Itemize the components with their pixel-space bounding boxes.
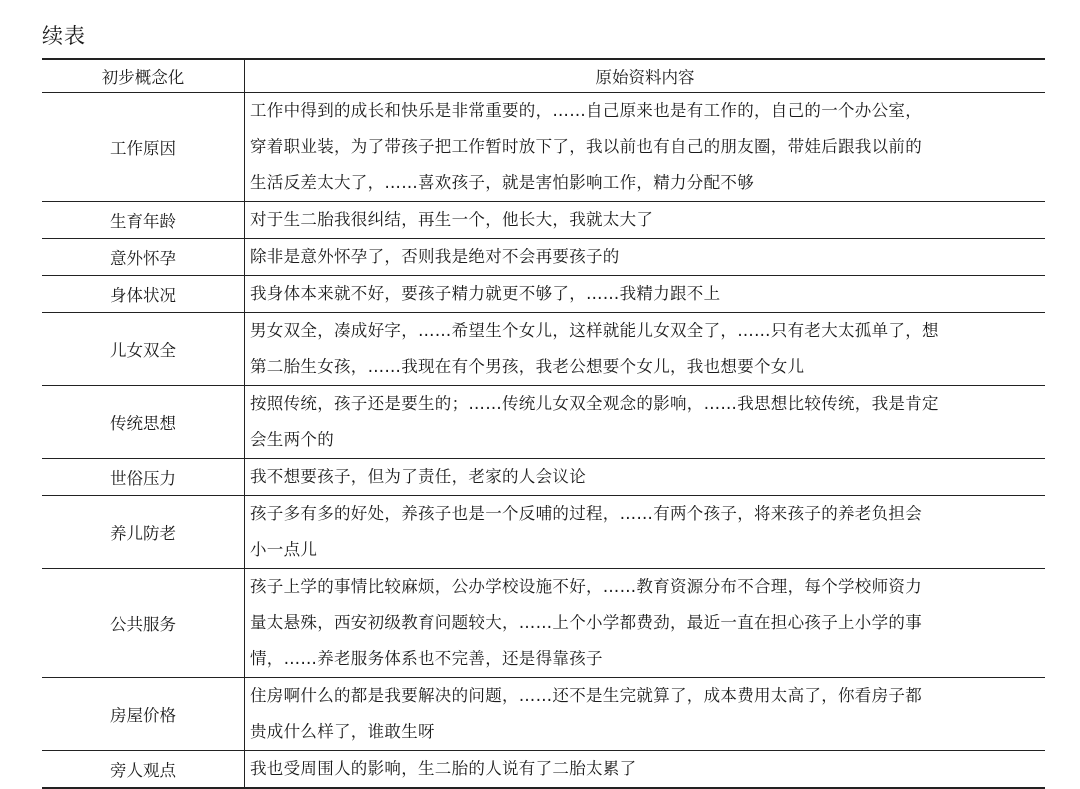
content-cell [245, 93, 1046, 202]
content-line: 男女双全，凑成好字，……希望生个女儿，这样就能儿女双全了，……只有老大太孤单了，想 [250, 321, 939, 340]
concept-cell: 身体状况 [42, 276, 245, 313]
table-row [42, 239, 1045, 276]
content-line: 孩子多有多的好处，养孩子也是一个反哺的过程，……有两个孩子，将来孩子的养老负担会 [250, 504, 922, 523]
content-cell [245, 239, 1046, 276]
content-line: 量太悬殊，西安初级教育问题较大，……上个小学都费劲，最近一直在担心孩子上小学的事 [250, 613, 922, 632]
content-line: 穿着职业装，为了带孩子把工作暂时放下了，我以前也有自己的朋友圈，带娃后跟我以前的 [250, 137, 922, 156]
table-caption: 续表 [42, 24, 86, 48]
content-line: 我身体本来就不好，要孩子精力就更不够了，……我精力跟不上 [250, 284, 721, 303]
content-line: 除非是意外怀孕了，否则我是绝对不会再要孩子的 [250, 247, 620, 266]
content-line: 贵成什么样了，谁敢生呀 [250, 722, 435, 741]
table-row [42, 496, 1045, 569]
concept-cell: 儿女双全 [42, 313, 245, 386]
content-cell [245, 276, 1046, 313]
content-cell [245, 496, 1046, 569]
table-row [42, 751, 1045, 789]
table-header-row [42, 59, 1045, 93]
concept-cell: 世俗压力 [42, 459, 245, 496]
concept-cell: 旁人观点 [42, 751, 245, 789]
concept-cell: 传统思想 [42, 386, 245, 459]
concept-cell: 生育年龄 [42, 202, 245, 239]
content-line: 孩子上学的事情比较麻烦，公办学校设施不好，……教育资源分布不合理，每个学校师资力 [250, 577, 922, 596]
content-cell [245, 751, 1046, 789]
content-line: 生活反差太大了，……喜欢孩子，就是害怕影响工作，精力分配不够 [250, 173, 754, 192]
data-table [42, 58, 1045, 789]
content-cell [245, 569, 1046, 678]
table-row [42, 202, 1045, 239]
table-row [42, 93, 1045, 202]
content-line: 第二胎生女孩，……我现在有个男孩，我老公想要个女儿，我也想要个女儿 [250, 357, 805, 376]
concept-cell: 房屋价格 [42, 678, 245, 751]
table-row [42, 569, 1045, 678]
header-content: 原始资料内容 [245, 59, 1046, 93]
content-line: 住房啊什么的都是我要解决的问题，……还不是生完就算了，成本费用太高了，你看房子都 [250, 686, 922, 705]
table-row [42, 459, 1045, 496]
concept-cell: 公共服务 [42, 569, 245, 678]
content-cell [245, 202, 1046, 239]
content-line: 我不想要孩子，但为了责任，老家的人会议论 [250, 467, 586, 486]
content-cell [245, 313, 1046, 386]
table-row [42, 276, 1045, 313]
content-line: 我也受周围人的影响，生二胎的人说有了二胎太累了 [250, 759, 637, 778]
content-line: 按照传统，孩子还是要生的；……传统儿女双全观念的影响，……我思想比较传统，我是肯定 [250, 394, 939, 413]
table-row [42, 678, 1045, 751]
content-line: 情，……养老服务体系也不完善，还是得靠孩子 [250, 649, 603, 668]
table-row [42, 386, 1045, 459]
content-line: 小一点儿 [250, 540, 318, 559]
content-line: 工作中得到的成长和快乐是非常重要的，……自己原来也是有工作的，自己的一个办公室， [250, 101, 922, 120]
content-cell [245, 386, 1046, 459]
concept-cell: 养儿防老 [42, 496, 245, 569]
header-concept: 初步概念化 [42, 59, 245, 93]
content-cell [245, 459, 1046, 496]
table-body [42, 93, 1045, 789]
content-line: 对于生二胎我很纠结，再生一个，他长大，我就太大了 [250, 210, 654, 229]
concept-cell: 工作原因 [42, 93, 245, 202]
table-row [42, 313, 1045, 386]
content-cell [245, 678, 1046, 751]
concept-cell: 意外怀孕 [42, 239, 245, 276]
content-line: 会生两个的 [250, 430, 334, 449]
